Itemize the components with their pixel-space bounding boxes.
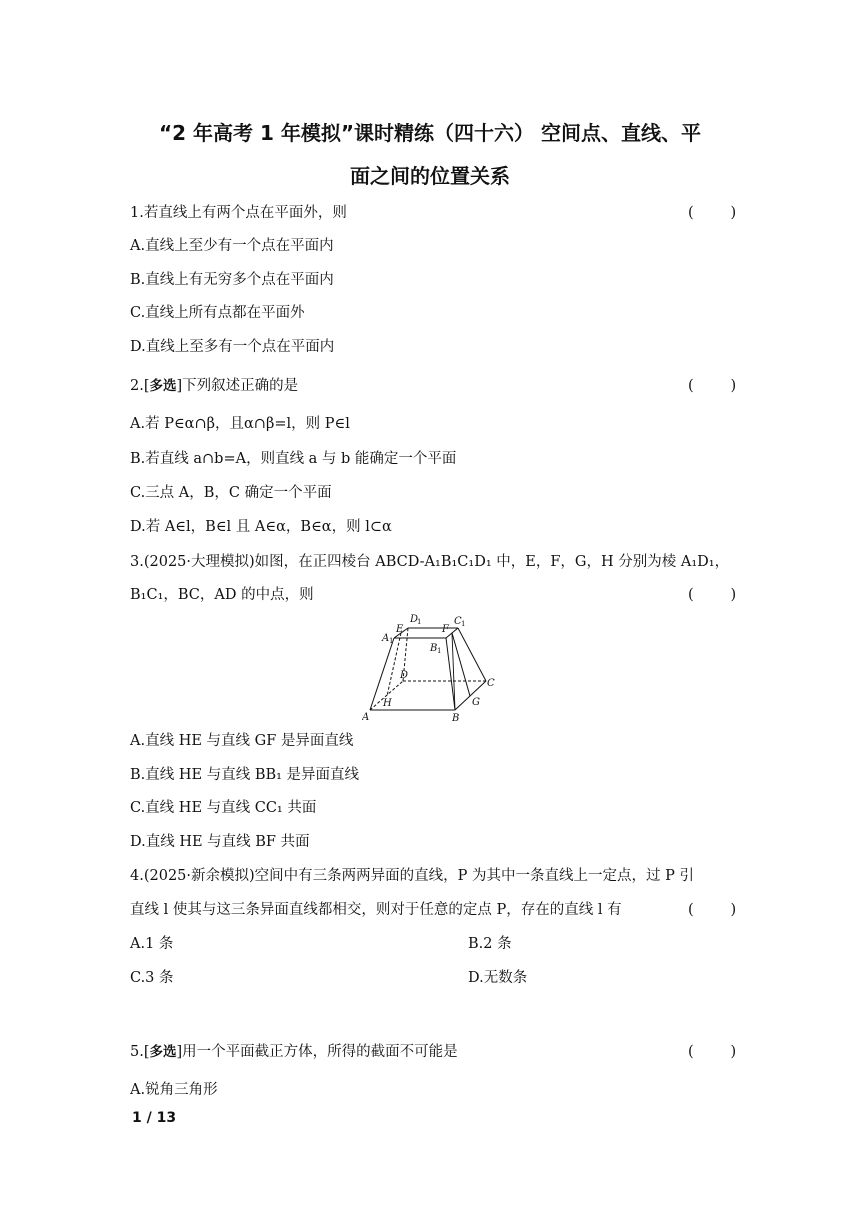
frustum-figure <box>362 610 502 725</box>
figure-label-f: F <box>442 624 449 635</box>
page-number: 1 / 13 <box>132 1110 177 1126</box>
figure-label-c: C <box>487 678 495 689</box>
q5-stem <box>130 1042 458 1062</box>
q5-stem-text: ]用一个平面截正方体，所得的截面不可能是 <box>176 1044 458 1060</box>
figure-label-d1-sub: 1 <box>417 618 422 626</box>
figure-label-b1: B <box>430 643 438 654</box>
q2-stem-text: ]下列叙述正确的是 <box>176 378 299 394</box>
q3-stem-line-2: B₁C₁，BC，AD 的中点，则 <box>130 587 314 603</box>
q4-stem-line-2: 直线 l 使其与这三条异面直线都相交，则对于任意的定点 P，存在的直线 l 有 <box>130 902 622 918</box>
q4-option-a: A.1 条 <box>130 936 174 952</box>
q3-stem-line-1: 3.(2025·大理模拟)如图，在正四棱台 ABCD-A₁B₁C₁D₁ 中，E，F，G，H 分别为棱 A₁D₁， <box>130 554 730 570</box>
figure-label-e: E <box>396 624 404 635</box>
q1-option-d: D.直线上至多有一个点在平面内 <box>130 339 335 355</box>
q5-answer-paren: ( ) <box>688 1044 737 1060</box>
q4-option-b: B.2 条 <box>468 936 512 952</box>
q1-option-c: C.直线上所有点都在平面外 <box>130 305 305 321</box>
q2-number: 2.[ <box>130 378 150 394</box>
figure-label-c1: C <box>454 616 462 627</box>
q3-option-a: A.直线 HE 与直线 GF 是异面直线 <box>130 733 354 749</box>
page-title-line-2: 面之间的位置关系 <box>350 164 510 188</box>
q5-option-a: A.锐角三角形 <box>130 1082 218 1098</box>
figure-label-c1-sub: 1 <box>461 620 466 628</box>
q1-option-b: B.直线上有无穷多个点在平面内 <box>130 272 334 288</box>
q5-number: 5.[ <box>130 1044 150 1060</box>
figure-label-a1-sub: 1 <box>389 637 394 645</box>
q3-option-c: C.直线 HE 与直线 CC₁ 共面 <box>130 800 317 816</box>
q5-multi-select-tag: 多选 <box>149 1044 177 1060</box>
figure-label-d1: D <box>410 614 419 625</box>
q1-option-a: A.直线上至少有一个点在平面内 <box>130 238 334 254</box>
q2-option-c: C.三点 A，B，C 确定一个平面 <box>130 485 332 501</box>
q4-answer-paren: ( ) <box>688 902 737 918</box>
q3-answer-paren: ( ) <box>688 587 737 603</box>
q3-option-d: D.直线 HE 与直线 BF 共面 <box>130 834 310 850</box>
figure-label-a: A <box>362 712 370 723</box>
figure-label-d: D <box>400 670 409 681</box>
q4-option-d: D.无数条 <box>468 970 528 986</box>
figure-label-g: G <box>472 697 480 708</box>
q3-option-b: B.直线 HE 与直线 BB₁ 是异面直线 <box>130 767 360 783</box>
q2-stem <box>130 376 298 396</box>
q2-option-b: B.若直线 a∩b=A，则直线 a 与 b 能确定一个平面 <box>130 451 457 467</box>
q2-answer-paren: ( ) <box>688 378 737 394</box>
q1-stem: 1.若直线上有两个点在平面外，则 <box>130 205 347 221</box>
figure-label-b: B <box>452 713 460 724</box>
q2-option-d: D.若 A∈l，B∈l 且 A∈α，B∈α，则 l⊂α <box>130 519 392 535</box>
q1-answer-paren: ( ) <box>688 205 737 221</box>
figure-label-b1-sub: 1 <box>437 647 442 655</box>
page-title-line-1: “2 年高考 1 年模拟”课时精练（四十六） 空间点、直线、平 <box>159 121 701 145</box>
q4-stem-line-1: 4.(2025·新余模拟)空间中有三条两两异面的直线，P 为其中一条直线上一定点，过 P 引 <box>130 868 694 884</box>
q2-multi-select-tag: 多选 <box>149 378 177 394</box>
figure-label-a1: A <box>382 633 390 644</box>
q2-option-a: A.若 P∈α∩β，且α∩β=l，则 P∈l <box>130 416 350 432</box>
figure-label-h: H <box>383 698 392 709</box>
q4-option-c: C.3 条 <box>130 970 174 986</box>
